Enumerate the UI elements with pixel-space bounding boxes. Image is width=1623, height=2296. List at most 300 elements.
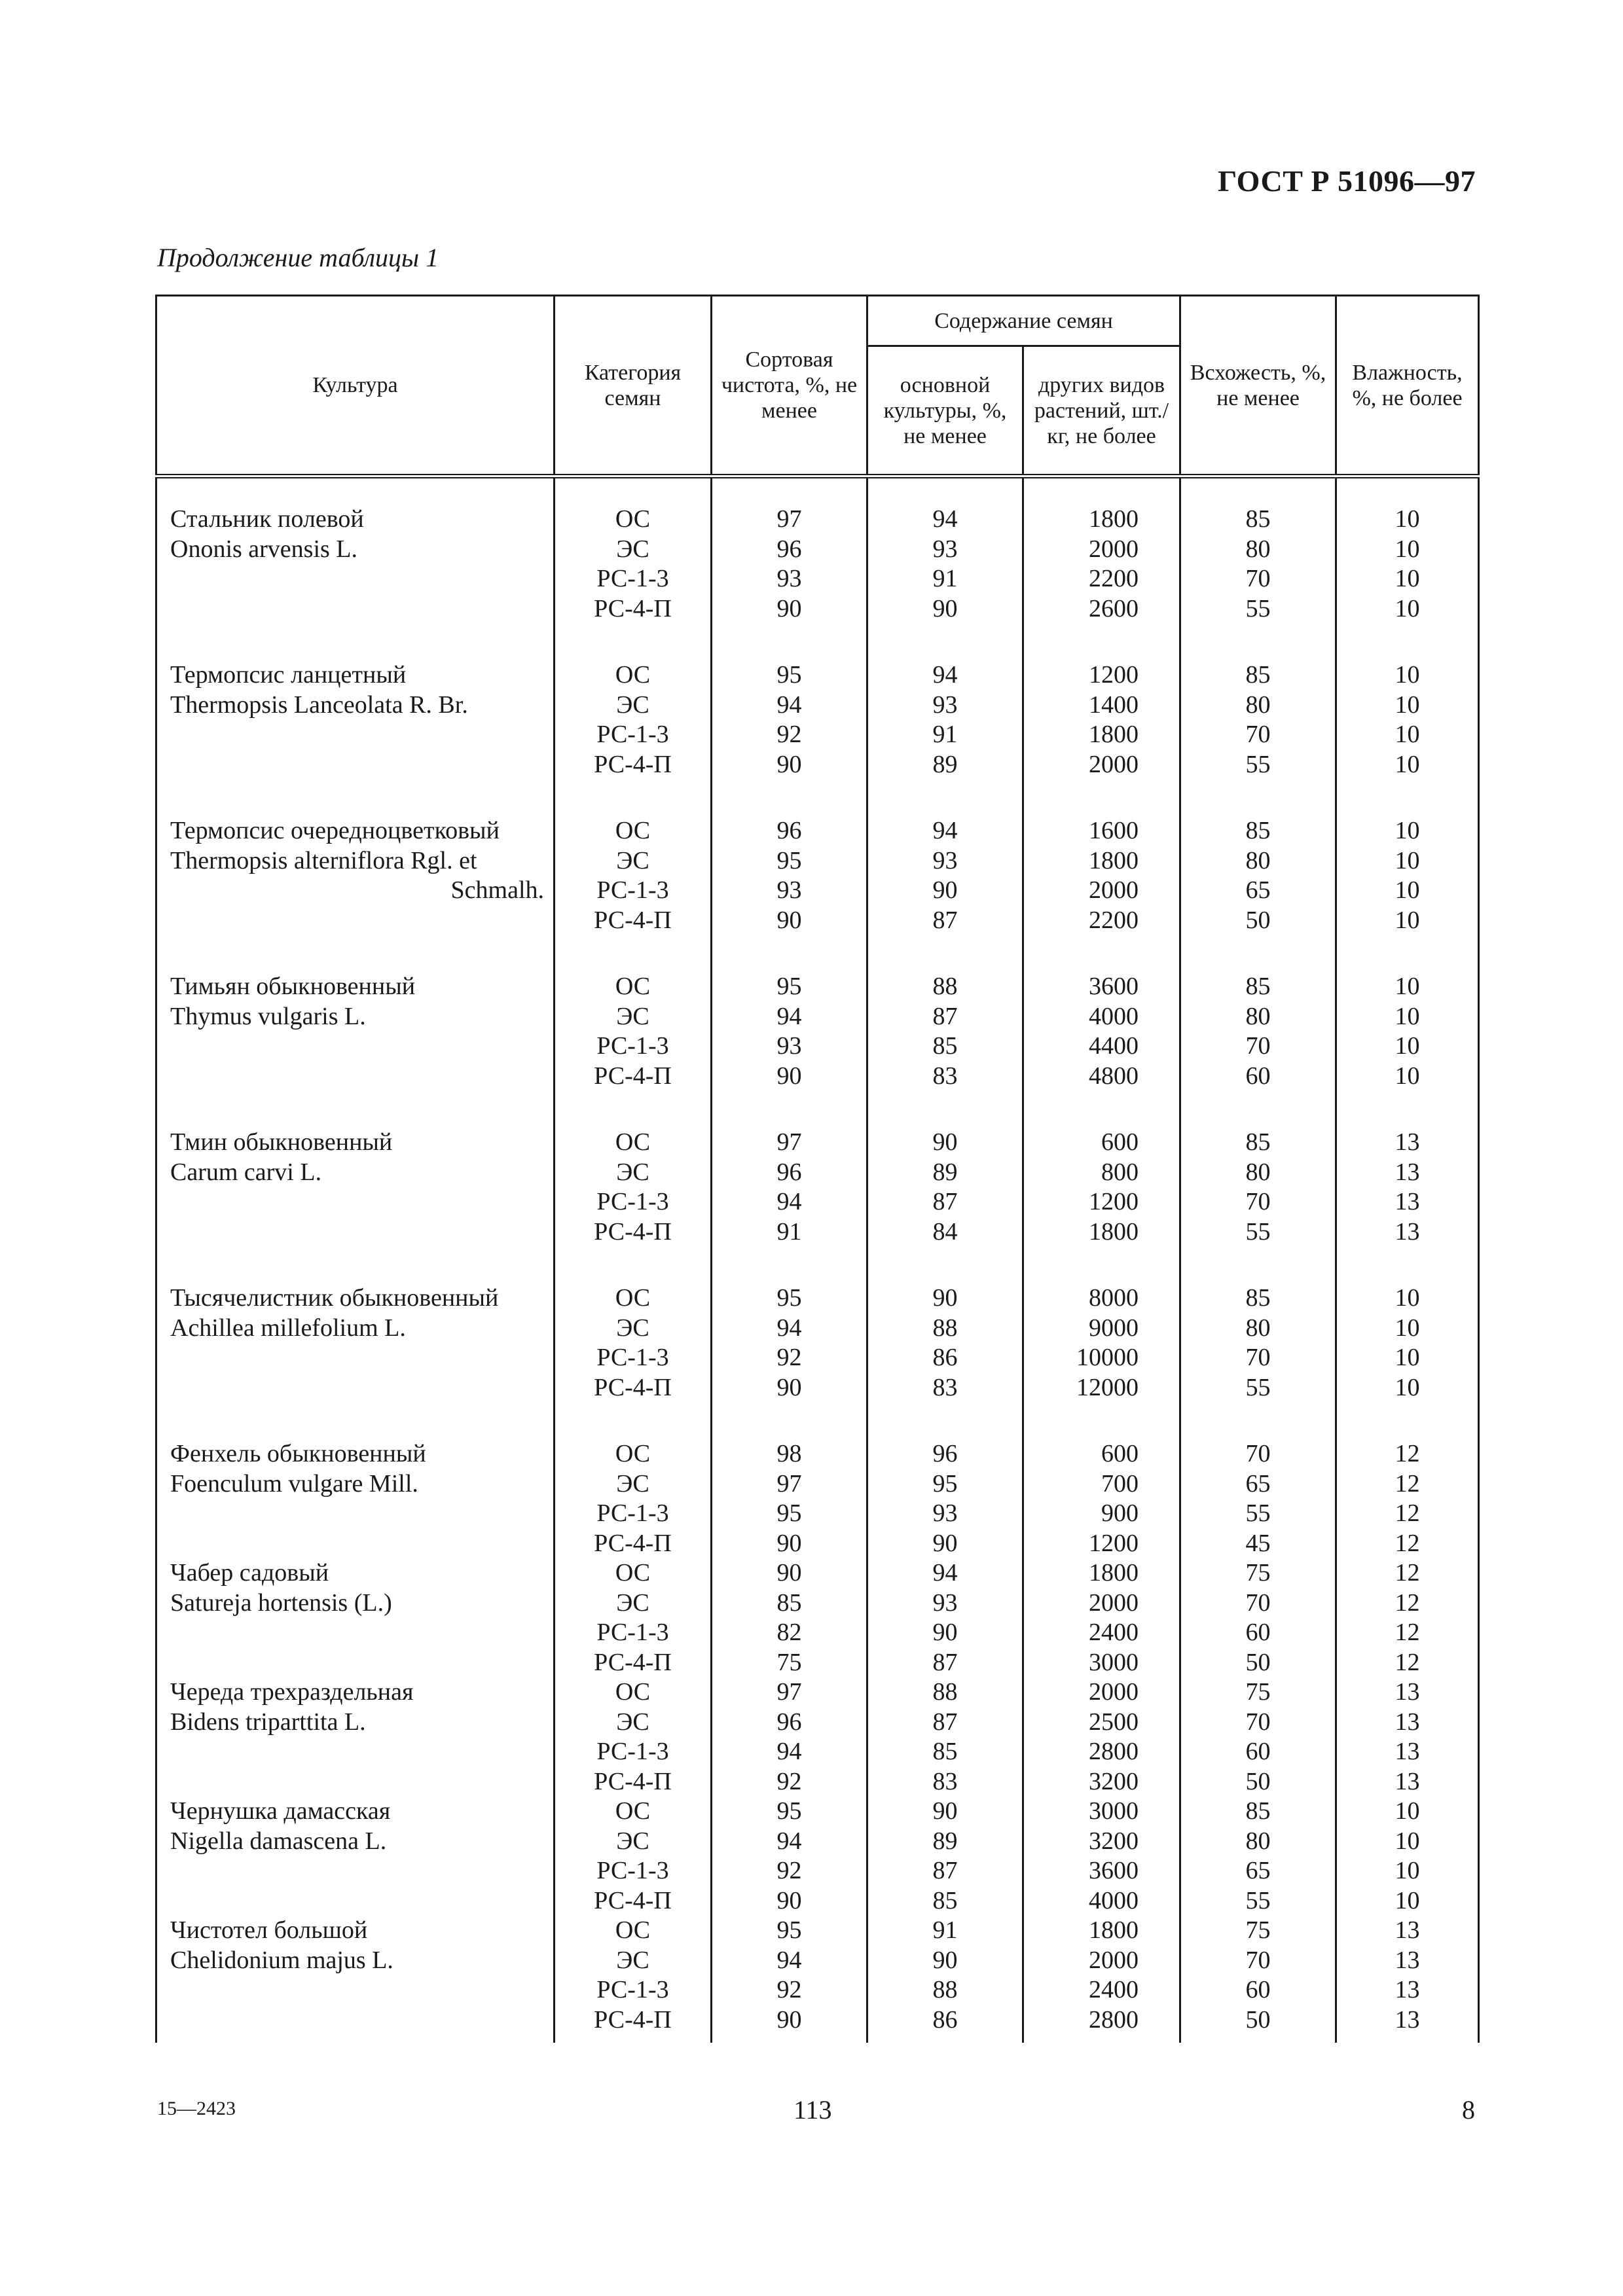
cell-value: 10 <box>1395 817 1420 844</box>
purity-cell <box>712 816 867 972</box>
cell-value: ОС <box>615 973 651 1000</box>
cell-value: 85 <box>1245 505 1271 533</box>
table-row <box>156 1283 1479 1439</box>
germination-cell <box>1180 1916 1336 2043</box>
cell-value: 85 <box>1245 661 1271 689</box>
cell-value: 90 <box>932 1529 958 1557</box>
cell-value: 1800 <box>1089 721 1139 748</box>
moisture-cell <box>1336 1558 1479 1677</box>
cell-value: 12 <box>1395 1619 1420 1646</box>
cell-value: 55 <box>1245 1373 1271 1401</box>
cell-value: 10 <box>1395 1344 1420 1371</box>
germination-cell <box>1180 972 1336 1128</box>
cell-value: 12 <box>1395 1588 1420 1617</box>
category-cell <box>555 816 712 972</box>
cell-value: РС-1-3 <box>596 1619 669 1646</box>
cell-value: 96 <box>776 1708 802 1736</box>
cell-value: РС-1-3 <box>596 1499 669 1527</box>
cell-value: РС-4-П <box>594 1529 672 1557</box>
cell-value: 1200 <box>1089 1529 1139 1557</box>
cell-value: 90 <box>776 1062 802 1090</box>
cell-value: 94 <box>932 661 958 689</box>
germination-cell <box>1180 1558 1336 1677</box>
germination-cell <box>1180 1439 1336 1558</box>
cell-value: 2800 <box>1089 1738 1139 1765</box>
cell-value: 90 <box>932 594 958 622</box>
table-row <box>156 660 1479 816</box>
cell-value: ЭС <box>616 691 649 719</box>
other-species-cell <box>1023 972 1180 1128</box>
cell-value: 93 <box>932 1499 958 1527</box>
category-cell <box>555 1283 712 1439</box>
cell-value: 10 <box>1395 691 1420 719</box>
germination-cell <box>1180 476 1336 661</box>
main-content-cell <box>867 660 1023 816</box>
cell-value: 3200 <box>1089 1767 1139 1795</box>
cell-value: 91 <box>932 565 958 592</box>
category-cell <box>555 1797 712 1916</box>
main-content-cell <box>867 1439 1023 1558</box>
crop-name: Термопсис ланцетный <box>170 661 407 689</box>
main-content-cell <box>867 1797 1023 1916</box>
cell-value: 82 <box>776 1619 802 1646</box>
cell-value: 60 <box>1245 1976 1271 2003</box>
cell-value: ОС <box>615 1678 651 1706</box>
cell-value: 12 <box>1395 1499 1420 1527</box>
cell-value: 10 <box>1395 1886 1420 1914</box>
cell-value: 2000 <box>1089 535 1139 563</box>
other-species-cell <box>1023 1439 1180 1558</box>
cell-value: 94 <box>776 1314 802 1342</box>
col-header-main: основной культуры, %, не менее <box>867 346 1023 476</box>
cell-value: 70 <box>1245 721 1271 748</box>
table-row <box>156 476 1479 661</box>
col-header-other: других видов растений, шт./кг, не более <box>1023 346 1180 476</box>
moisture-cell <box>1336 1677 1479 1797</box>
cell-value: 4000 <box>1089 1002 1139 1030</box>
cell-value: 10 <box>1395 846 1420 874</box>
cell-value: 13 <box>1395 1916 1420 1944</box>
moisture-cell <box>1336 1916 1479 2043</box>
crop-name: Чистотел большой <box>170 1916 368 1944</box>
cell-value: 87 <box>932 1857 958 1884</box>
cell-value: 10 <box>1395 661 1420 689</box>
cell-value: 2000 <box>1089 1588 1139 1617</box>
crop-cell <box>156 1916 555 2043</box>
cell-value: 2400 <box>1089 1976 1139 2003</box>
table-row <box>156 1558 1479 1677</box>
cell-value: 1200 <box>1089 661 1139 689</box>
cell-value: РС-1-3 <box>596 721 669 748</box>
cell-value: 70 <box>1245 1588 1271 1617</box>
main-content-cell <box>867 972 1023 1128</box>
cell-value: 1800 <box>1089 1217 1139 1246</box>
main-content-cell <box>867 1916 1023 2043</box>
cell-value: 94 <box>776 1827 802 1855</box>
moisture-cell <box>1336 1128 1479 1283</box>
cell-value: 90 <box>776 1529 802 1557</box>
cell-value: 2400 <box>1089 1619 1139 1646</box>
cell-value: 93 <box>776 1032 802 1060</box>
table-row <box>156 1439 1479 1558</box>
cell-value: ОС <box>615 1797 651 1825</box>
crop-cell <box>156 476 555 661</box>
cell-value: 70 <box>1245 1344 1271 1371</box>
col-header-content-group: Содержание семян <box>867 296 1180 346</box>
footer-page-number: 113 <box>793 2095 832 2125</box>
cell-value: РС-4-П <box>594 750 672 778</box>
cell-value: 12 <box>1395 1440 1420 1467</box>
cell-value: 45 <box>1245 1529 1271 1557</box>
footer-code: 15—2423 <box>157 2098 236 2119</box>
crop-cell <box>156 1677 555 1797</box>
col-header-crop: Культура <box>156 296 555 476</box>
crop-cell <box>156 1439 555 1558</box>
cell-value: 10 <box>1395 750 1420 778</box>
crop-latin-name: Schmalh. <box>450 876 544 904</box>
cell-value: 80 <box>1245 1002 1271 1030</box>
cell-value: РС-4-П <box>594 594 672 622</box>
cell-value: РС-4-П <box>594 2005 672 2034</box>
cell-value: 2000 <box>1089 876 1139 904</box>
cell-value: 97 <box>776 1678 802 1706</box>
cell-value: 10 <box>1395 1373 1420 1401</box>
cell-value: 10 <box>1395 565 1420 592</box>
cell-value: 93 <box>932 535 958 563</box>
crop-latin-name: Foenculum vulgare Mill. <box>170 1469 418 1498</box>
cell-value: 3600 <box>1089 1857 1139 1884</box>
cell-value: 75 <box>1245 1678 1271 1706</box>
cell-value: 800 <box>1101 1158 1139 1186</box>
cell-value: 97 <box>776 1128 802 1156</box>
cell-value: 10 <box>1395 876 1420 904</box>
cell-value: 85 <box>1245 1797 1271 1825</box>
cell-value: 65 <box>1245 1469 1271 1498</box>
cell-value: 75 <box>776 1648 802 1676</box>
cell-value: РС-4-П <box>594 1767 672 1795</box>
germination-cell <box>1180 660 1336 816</box>
category-cell <box>555 1916 712 2043</box>
cell-value: 70 <box>1245 1032 1271 1060</box>
cell-value: 95 <box>776 1916 802 1944</box>
crop-name: Термопсис очередноцветковый <box>170 817 500 844</box>
cell-value: 70 <box>1245 565 1271 592</box>
cell-value: 90 <box>776 594 802 622</box>
cell-value: 91 <box>932 721 958 748</box>
cell-value: 1800 <box>1089 505 1139 533</box>
cell-value: 8000 <box>1089 1284 1139 1312</box>
cell-value: 83 <box>932 1062 958 1090</box>
purity-cell <box>712 1916 867 2043</box>
table-row <box>156 972 1479 1128</box>
cell-value: 4400 <box>1089 1032 1139 1060</box>
cell-value: 86 <box>932 1344 958 1371</box>
cell-value: 94 <box>932 1559 958 1587</box>
cell-value: 90 <box>932 1946 958 1974</box>
cell-value: 13 <box>1395 1217 1420 1246</box>
category-cell <box>555 972 712 1128</box>
cell-value: 95 <box>776 1284 802 1312</box>
cell-value: 65 <box>1245 876 1271 904</box>
crop-name: Чернушка дамасская <box>170 1797 391 1825</box>
cell-value: 10 <box>1395 1062 1420 1090</box>
cell-value: 12000 <box>1076 1373 1139 1401</box>
cell-value: РС-1-3 <box>596 1344 669 1371</box>
cell-value: ЭС <box>616 1314 649 1342</box>
purity-cell <box>712 972 867 1128</box>
crop-cell <box>156 660 555 816</box>
table-row <box>156 816 1479 972</box>
germination-cell <box>1180 1128 1336 1283</box>
cell-value: 90 <box>776 1559 802 1587</box>
cell-value: 2600 <box>1089 594 1139 622</box>
cell-value: 85 <box>1245 1128 1271 1156</box>
cell-value: 12 <box>1395 1648 1420 1676</box>
purity-cell <box>712 1283 867 1439</box>
cell-value: 12 <box>1395 1559 1420 1587</box>
purity-cell <box>712 1677 867 1797</box>
cell-value: 12 <box>1395 1469 1420 1498</box>
cell-value: 50 <box>1245 1648 1271 1676</box>
purity-cell <box>712 1439 867 1558</box>
other-species-cell <box>1023 1916 1180 2043</box>
cell-value: 83 <box>932 1767 958 1795</box>
cell-value: 10 <box>1395 1284 1420 1312</box>
moisture-cell <box>1336 476 1479 661</box>
cell-value: 85 <box>1245 973 1271 1000</box>
cell-value: 700 <box>1101 1469 1139 1498</box>
cell-value: РС-1-3 <box>596 565 669 592</box>
crop-cell <box>156 816 555 972</box>
footer-sheet-number: 8 <box>1462 2095 1475 2125</box>
category-cell <box>555 1128 712 1283</box>
main-content-cell <box>867 1558 1023 1677</box>
moisture-cell <box>1336 1797 1479 1916</box>
cell-value: 88 <box>932 1678 958 1706</box>
crop-latin-name: Ononis arvensis L. <box>170 535 358 563</box>
moisture-cell <box>1336 660 1479 816</box>
cell-value: 97 <box>776 1469 802 1498</box>
germination-cell <box>1180 1283 1336 1439</box>
cell-value: 94 <box>776 1738 802 1765</box>
cell-value: РС-4-П <box>594 1886 672 1914</box>
cell-value: 10 <box>1395 1857 1420 1884</box>
cell-value: 90 <box>932 1284 958 1312</box>
crop-latin-name: Thermopsis alterniflora Rgl. et <box>170 846 477 874</box>
cell-value: 92 <box>776 721 802 748</box>
cell-value: 13 <box>1395 2005 1420 2034</box>
standard-number: ГОСТ Р 51096—97 <box>1218 164 1476 198</box>
category-cell <box>555 1439 712 1558</box>
cell-value: 3200 <box>1089 1827 1139 1855</box>
cell-value: 95 <box>776 973 802 1000</box>
cell-value: РС-4-П <box>594 1217 672 1246</box>
cell-value: 92 <box>776 1857 802 1884</box>
cell-value: 90 <box>932 876 958 904</box>
cell-value: 50 <box>1245 1767 1271 1795</box>
cell-value: 10 <box>1395 1032 1420 1060</box>
cell-value: 10 <box>1395 1002 1420 1030</box>
crop-name: Фенхель обыкновенный <box>170 1440 426 1467</box>
cell-value: 55 <box>1245 1499 1271 1527</box>
cell-value: 10 <box>1395 505 1420 533</box>
table-row <box>156 1916 1479 2043</box>
cell-value: 13 <box>1395 1158 1420 1186</box>
cell-value: ОС <box>615 1559 651 1587</box>
cell-value: 91 <box>776 1217 802 1246</box>
cell-value: 92 <box>776 1344 802 1371</box>
cell-value: 87 <box>932 1002 958 1030</box>
cell-value: 1800 <box>1089 1916 1139 1944</box>
cell-value: 1800 <box>1089 1559 1139 1587</box>
crop-latin-name: Thymus vulgaris L. <box>170 1002 366 1030</box>
other-species-cell <box>1023 476 1180 661</box>
cell-value: 3000 <box>1089 1648 1139 1676</box>
cell-value: ОС <box>615 1128 651 1156</box>
cell-value: 80 <box>1245 535 1271 563</box>
cell-value: ОС <box>615 661 651 689</box>
cell-value: 90 <box>776 906 802 934</box>
crop-cell <box>156 1558 555 1677</box>
crop-cell <box>156 1128 555 1283</box>
cell-value: 86 <box>932 2005 958 2034</box>
cell-value: 70 <box>1245 1708 1271 1736</box>
cell-value: 13 <box>1395 1738 1420 1765</box>
cell-value: 89 <box>932 1827 958 1855</box>
purity-cell <box>712 1558 867 1677</box>
cell-value: 85 <box>932 1032 958 1060</box>
cell-value: РС-4-П <box>594 906 672 934</box>
cell-value: 55 <box>1245 750 1271 778</box>
other-species-cell <box>1023 1128 1180 1283</box>
germination-cell <box>1180 1677 1336 1797</box>
other-species-cell <box>1023 660 1180 816</box>
cell-value: 10 <box>1395 906 1420 934</box>
cell-value: 70 <box>1245 1946 1271 1974</box>
table-caption: Продолжение таблицы 1 <box>157 243 439 272</box>
cell-value: 89 <box>932 750 958 778</box>
cell-value: 94 <box>776 691 802 719</box>
cell-value: 10 <box>1395 594 1420 622</box>
cell-value: 85 <box>776 1588 802 1617</box>
germination-cell <box>1180 816 1336 972</box>
cell-value: 88 <box>932 1314 958 1342</box>
cell-value: 87 <box>932 906 958 934</box>
cell-value: 90 <box>776 1373 802 1401</box>
crop-latin-name: Nigella damascena L. <box>170 1827 387 1855</box>
cell-value: 50 <box>1245 2005 1271 2034</box>
cell-value: 9000 <box>1089 1314 1139 1342</box>
cell-value: 80 <box>1245 1158 1271 1186</box>
crop-name: Тимьян обыкновенный <box>170 973 416 1000</box>
cell-value: 10 <box>1395 973 1420 1000</box>
cell-value: 4800 <box>1089 1062 1139 1090</box>
other-species-cell <box>1023 1283 1180 1439</box>
cell-value: 90 <box>776 1886 802 1914</box>
crop-latin-name: Satureja hortensis (L.) <box>170 1588 392 1617</box>
cell-value: 65 <box>1245 1857 1271 1884</box>
main-content-cell <box>867 476 1023 661</box>
cell-value: ЭС <box>616 846 649 874</box>
cell-value: 94 <box>776 1188 802 1215</box>
cell-value: 70 <box>1245 1188 1271 1215</box>
cell-value: 13 <box>1395 1188 1420 1215</box>
crop-name: Тысячелистник обыкновенный <box>170 1284 499 1312</box>
cell-value: РС-1-3 <box>596 1188 669 1215</box>
cell-value: 10 <box>1395 1827 1420 1855</box>
main-content-cell <box>867 1128 1023 1283</box>
cell-value: 96 <box>932 1440 958 1467</box>
crop-cell <box>156 972 555 1128</box>
main-content-cell <box>867 816 1023 972</box>
cell-value: ОС <box>615 505 651 533</box>
other-species-cell <box>1023 816 1180 972</box>
cell-value: 13 <box>1395 1976 1420 2003</box>
other-species-cell <box>1023 1677 1180 1797</box>
cell-value: РС-1-3 <box>596 1976 669 2003</box>
crop-name: Тмин обыкновенный <box>170 1128 393 1156</box>
cell-value: 1400 <box>1089 691 1139 719</box>
cell-value: ЭС <box>616 1708 649 1736</box>
cell-value: 80 <box>1245 691 1271 719</box>
crop-latin-name: Achillea millefolium L. <box>170 1314 406 1342</box>
cell-value: 2200 <box>1089 906 1139 934</box>
col-header-germination: Всхожесть, %, не менее <box>1180 296 1336 476</box>
main-content-cell <box>867 1283 1023 1439</box>
cell-value: ОС <box>615 1916 651 1944</box>
cell-value: 13 <box>1395 1767 1420 1795</box>
purity-cell <box>712 1797 867 1916</box>
cell-value: 50 <box>1245 906 1271 934</box>
cell-value: 98 <box>776 1440 802 1467</box>
cell-value: 75 <box>1245 1559 1271 1587</box>
cell-value: 90 <box>932 1797 958 1825</box>
cell-value: 13 <box>1395 1128 1420 1156</box>
crop-latin-name: Carum carvi L. <box>170 1158 322 1186</box>
germination-cell <box>1180 1797 1336 1916</box>
cell-value: 88 <box>932 973 958 1000</box>
cell-value: РС-4-П <box>594 1648 672 1676</box>
moisture-cell <box>1336 816 1479 972</box>
crop-cell <box>156 1797 555 1916</box>
cell-value: ЭС <box>616 1158 649 1186</box>
cell-value: 93 <box>776 565 802 592</box>
cell-value: 10 <box>1395 721 1420 748</box>
cell-value: 95 <box>776 1499 802 1527</box>
cell-value: 93 <box>932 691 958 719</box>
cell-value: 55 <box>1245 594 1271 622</box>
cell-value: 95 <box>932 1469 958 1498</box>
crop-cell <box>156 1283 555 1439</box>
cell-value: 60 <box>1245 1738 1271 1765</box>
category-cell <box>555 476 712 661</box>
cell-value: 93 <box>932 1588 958 1617</box>
purity-cell <box>712 1128 867 1283</box>
category-cell <box>555 1558 712 1677</box>
crop-latin-name: Bidens triparttita L. <box>170 1708 366 1736</box>
cell-value: 70 <box>1245 1440 1271 1467</box>
cell-value: РС-1-3 <box>596 1857 669 1884</box>
cell-value: 60 <box>1245 1062 1271 1090</box>
cell-value: 2800 <box>1089 2005 1139 2034</box>
cell-value: 96 <box>776 1158 802 1186</box>
cell-value: ЭС <box>616 535 649 563</box>
cell-value: 55 <box>1245 1886 1271 1914</box>
cell-value: 85 <box>1245 1284 1271 1312</box>
cell-value: ОС <box>615 1284 651 1312</box>
other-species-cell <box>1023 1558 1180 1677</box>
cell-value: 95 <box>776 846 802 874</box>
